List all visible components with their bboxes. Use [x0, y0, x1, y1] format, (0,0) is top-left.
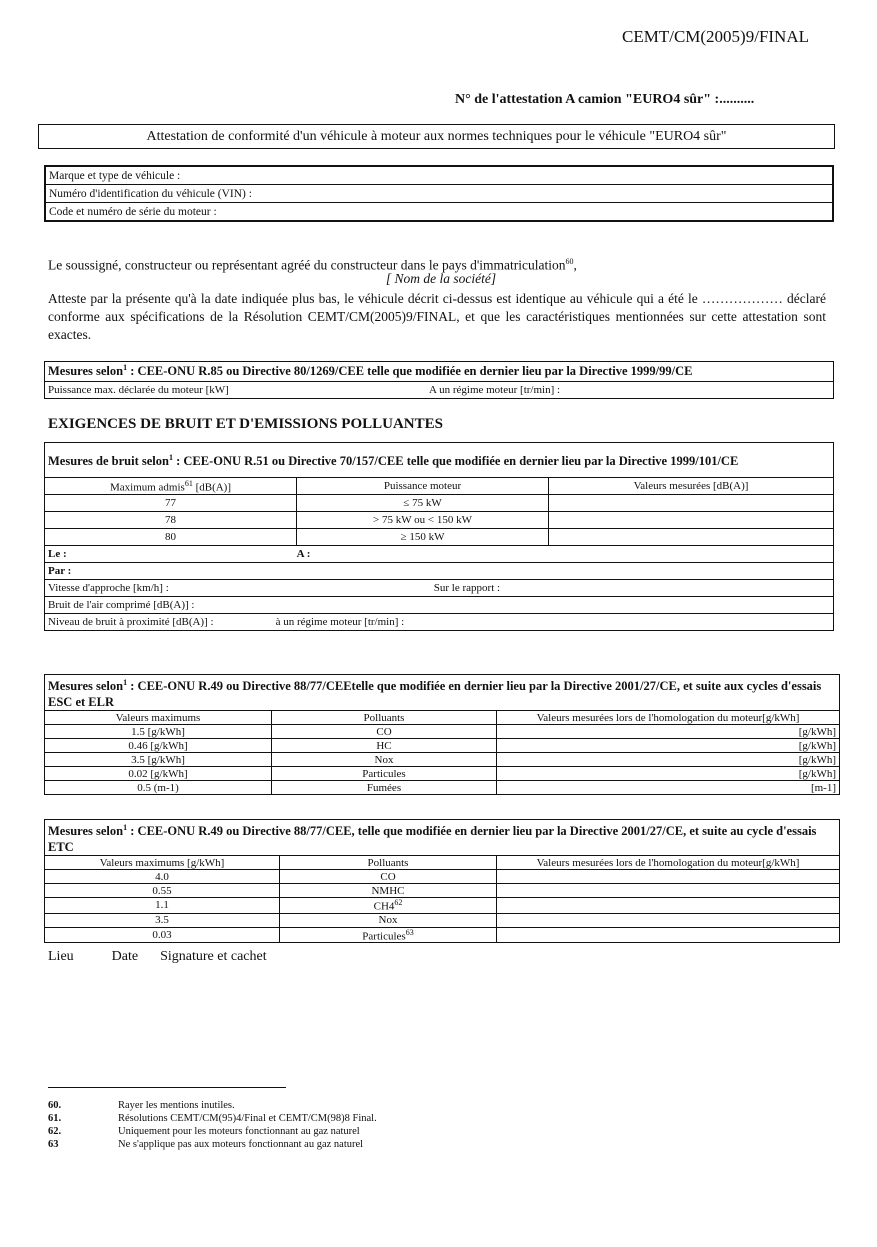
power-table	[44, 361, 834, 399]
table-row	[45, 725, 840, 739]
max-value-cell: 0.55	[45, 884, 280, 898]
section-heading: EXIGENCES DE BRUIT ET D'EMISSIONS POLLUANTES	[48, 416, 443, 432]
footnote-ref: 60	[565, 257, 574, 266]
document-reference: CEMT/CM(2005)9/FINAL	[622, 27, 809, 46]
measured-value-cell[interactable]	[497, 927, 840, 943]
header-text: : CEE-ONU R.51 ou Directive 70/157/CEE telle que modifiée en dernier lieu par la Directive 1999/101/CE	[172, 454, 739, 469]
etc-header-row	[45, 820, 840, 856]
vin-field[interactable]: Numéro d'identification du véhicule (VIN) :	[45, 185, 833, 203]
table-row	[45, 580, 834, 597]
noise-section-header	[45, 443, 834, 478]
footnotes	[48, 1099, 548, 1151]
table-row	[45, 898, 840, 914]
signature-label: Signature et cachet	[160, 949, 267, 964]
table-row	[45, 614, 834, 631]
max-value-cell: 0.5 (m-1)	[45, 781, 272, 795]
attestation-number: N° de l'attestation A camion "EURO4 sûr" :..........	[455, 92, 755, 107]
table-row	[45, 529, 834, 546]
table-row	[45, 739, 840, 753]
pollutant-cell: HC	[272, 739, 497, 753]
noise-max-cell: 80	[45, 529, 297, 546]
etc-column-header-row	[45, 856, 840, 870]
vehicle-field-row	[45, 166, 833, 185]
noise-measured-cell[interactable]	[549, 529, 834, 546]
noise-power-cell: ≤ 75 kW	[297, 495, 549, 512]
attestation-title: Attestation de conformité d'un véhicule à moteur aux normes techniques pour le véhicule "EURO4 sûr"	[38, 124, 835, 149]
declaration-line: Le soussigné, constructeur ou représentant agréé du constructeur dans le pays d'immatriculation$^{60}$,	[48, 257, 577, 273]
pollutant-cell: CO	[272, 725, 497, 739]
pollutant-cell	[280, 898, 497, 914]
header-text: Mesures de bruit selon	[48, 454, 169, 469]
footnote-number: 63	[48, 1139, 59, 1150]
header-text: : CEE-ONU R.85 ou Directive 80/1269/CEE telle que modifiée en dernier lieu par la Directive 1999/99/CE	[127, 364, 693, 379]
footnote-number: 61.	[48, 1113, 62, 1124]
footnote-ref: 1	[123, 363, 128, 373]
noise-max-cell: 78	[45, 512, 297, 529]
gear-label: Sur le rapport :	[433, 582, 501, 594]
noise-max-cell: 77	[45, 495, 297, 512]
measured-value-cell[interactable]	[497, 870, 840, 884]
header-text: Mesures selon	[48, 679, 124, 694]
header-text: : CEE-ONU R.49 ou Directive 88/77/CEE, telle que modifiée en dernier lieu par la Directive 2001/27/CE, et suite au cycle d'essais ETC	[48, 824, 817, 855]
power-section-header	[45, 362, 834, 382]
noise-power-cell: > 75 kW ou < 150 kW	[297, 512, 549, 529]
esc-elr-table	[44, 674, 840, 795]
max-value-cell: 1.1	[45, 898, 280, 914]
max-power-field[interactable]: Puissance max. déclarée du moteur [kW]	[45, 382, 427, 399]
footnote-text: Ne s'applique pas aux moteurs fonctionnant au gaz naturel	[118, 1139, 364, 1150]
par-field[interactable]: Par :	[45, 563, 834, 580]
declaration-text: Le soussigné, constructeur ou représentant agréé du constructeur dans le pays d'immatriculation	[48, 257, 566, 273]
company-name: [ Nom de la société]	[385, 271, 497, 286]
noise-measured-cell[interactable]	[549, 495, 834, 512]
header-text: Maximum admis	[109, 481, 185, 494]
column-header	[45, 478, 297, 495]
column-header: Polluants	[272, 711, 497, 725]
footnote-ref: 63	[405, 927, 414, 937]
proximity-speed-label: à un régime moteur [tr/min] :	[275, 616, 405, 628]
etc-section-header	[45, 820, 840, 856]
place-label: Lieu	[48, 949, 74, 964]
footnote-number: 60.	[48, 1100, 62, 1111]
measured-value-cell[interactable]	[497, 898, 840, 914]
column-header: Valeurs maximums	[45, 711, 272, 725]
vehicle-identification-table	[44, 165, 834, 222]
pollutant-cell: Particules	[272, 767, 497, 781]
footnote-ref: 1	[123, 823, 128, 832]
footnote-ref: 1	[123, 678, 128, 687]
footnote	[48, 1112, 548, 1125]
a-label: A :	[296, 548, 311, 560]
pollutant-cell	[280, 927, 497, 943]
footnote-number: 62.	[48, 1126, 62, 1137]
engine-speed-field[interactable]: A un régime moteur [tr/min] :	[426, 382, 834, 399]
table-row	[45, 495, 834, 512]
column-header: Puissance moteur	[297, 478, 549, 495]
max-value-cell: 0.46 [g/kWh]	[45, 739, 272, 753]
declaration-body: Atteste par la présente qu'à la date indiquée plus bas, le véhicule décrit ci-dessus est identique au véhicule qui a été le ……………… déclaré conforme aux spécifications de la Résolution CEMT/CM(2005)9/FINAL, et que les caractéristiques mentionnées sur cette attestation sont exactes.	[48, 291, 826, 342]
column-header: Valeurs maximums [g/kWh]	[45, 856, 280, 870]
column-header: Polluants	[280, 856, 497, 870]
vehicle-make-field[interactable]: Marque et type de véhicule :	[45, 166, 833, 185]
footnote	[48, 1125, 548, 1138]
max-value-cell: 3.5	[45, 913, 280, 927]
table-row	[45, 546, 834, 563]
table-row	[45, 927, 840, 943]
pollutant-cell: Fumées	[272, 781, 497, 795]
footnote	[48, 1099, 548, 1112]
measured-value-cell[interactable]: [g/kWh]	[497, 739, 840, 753]
pollutant-cell: NMHC	[280, 884, 497, 898]
footnote-text: Rayer les mentions inutiles.	[118, 1100, 235, 1111]
header-text: Mesures selon	[48, 824, 124, 839]
footnote-text: Résolutions CEMT/CM(95)4/Final et CEMT/CM(98)8 Final.	[118, 1113, 377, 1124]
table-row	[45, 870, 840, 884]
noise-table	[44, 442, 834, 631]
column-header: Valeurs mesurées [dB(A)]	[549, 478, 834, 495]
approach-speed-row[interactable]	[45, 580, 834, 597]
pollutant-cell: Nox	[280, 913, 497, 927]
max-value-cell: 3.5 [g/kWh]	[45, 753, 272, 767]
table-row	[45, 512, 834, 529]
noise-column-header-row	[45, 478, 834, 495]
footnote-divider	[48, 1087, 286, 1088]
proximity-label: Niveau de bruit à proximité [dB(A)] :	[48, 616, 214, 628]
header-text: Mesures selon	[48, 364, 124, 379]
max-value-cell: 0.03	[45, 927, 280, 943]
noise-header-row	[45, 443, 834, 478]
measured-value-cell[interactable]: [g/kWh]	[497, 725, 840, 739]
esc-header-row	[45, 675, 840, 711]
footnote	[48, 1138, 548, 1151]
measured-value-cell[interactable]: [g/kWh]	[497, 767, 840, 781]
column-header: Valeurs mesurées lors de l'homologation du moteur[g/kWh]	[497, 711, 840, 725]
etc-table	[44, 819, 840, 943]
pollutant-cell: Nox	[272, 753, 497, 767]
proximity-noise-row[interactable]	[45, 614, 834, 631]
vehicle-field-row	[45, 185, 833, 203]
max-value-cell: 1.5 [g/kWh]	[45, 725, 272, 739]
air-noise-field[interactable]: Bruit de l'air comprimé [dB(A)] :	[45, 597, 834, 614]
engine-code-field[interactable]: Code et numéro de série du moteur :	[45, 203, 833, 222]
header-text: : CEE-ONU R.49 ou Directive 88/77/CEEtelle que modifiée en dernier lieu par la Directive 2001/27/CE, et suite aux cycles d'essais ESC et ELR	[48, 679, 822, 710]
max-value-cell: 4.0	[45, 870, 280, 884]
table-row	[45, 563, 834, 580]
table-row	[45, 597, 834, 614]
footnote-ref: 61	[184, 478, 193, 488]
place-date-row[interactable]	[45, 546, 834, 563]
table-row	[45, 913, 840, 927]
power-header-row	[45, 362, 834, 382]
footnote-ref: 1	[168, 453, 173, 463]
table-row	[45, 884, 840, 898]
noise-measured-cell[interactable]	[549, 512, 834, 529]
footnote-ref: 62	[394, 898, 403, 908]
pollutant-cell: CO	[280, 870, 497, 884]
esc-column-header-row	[45, 711, 840, 725]
power-data-row	[45, 382, 834, 399]
approach-speed-label: Vitesse d'approche [km/h] :	[48, 582, 169, 594]
footnote-text: Uniquement pour les moteurs fonctionnant au gaz naturel	[118, 1126, 360, 1137]
table-row	[45, 781, 840, 795]
signature-line	[48, 948, 267, 966]
pollutant-name: CH4	[373, 900, 395, 913]
date-label: Date	[111, 949, 139, 964]
max-value-cell: 0.02 [g/kWh]	[45, 767, 272, 781]
measured-value-cell[interactable]: [m-1]	[497, 781, 840, 795]
pollutant-name: Particules	[362, 930, 406, 943]
measured-value-cell[interactable]	[497, 913, 840, 927]
le-label: Le :	[48, 548, 67, 560]
vehicle-field-row	[45, 203, 833, 222]
header-text: [dB(A)]	[192, 481, 232, 494]
esc-section-header	[45, 675, 840, 711]
column-header: Valeurs mesurées lors de l'homologation du moteur[g/kWh]	[497, 856, 840, 870]
table-row	[45, 753, 840, 767]
table-row	[45, 767, 840, 781]
noise-power-cell: ≥ 150 kW	[297, 529, 549, 546]
measured-value-cell[interactable]	[497, 884, 840, 898]
measured-value-cell[interactable]: [g/kWh]	[497, 753, 840, 767]
